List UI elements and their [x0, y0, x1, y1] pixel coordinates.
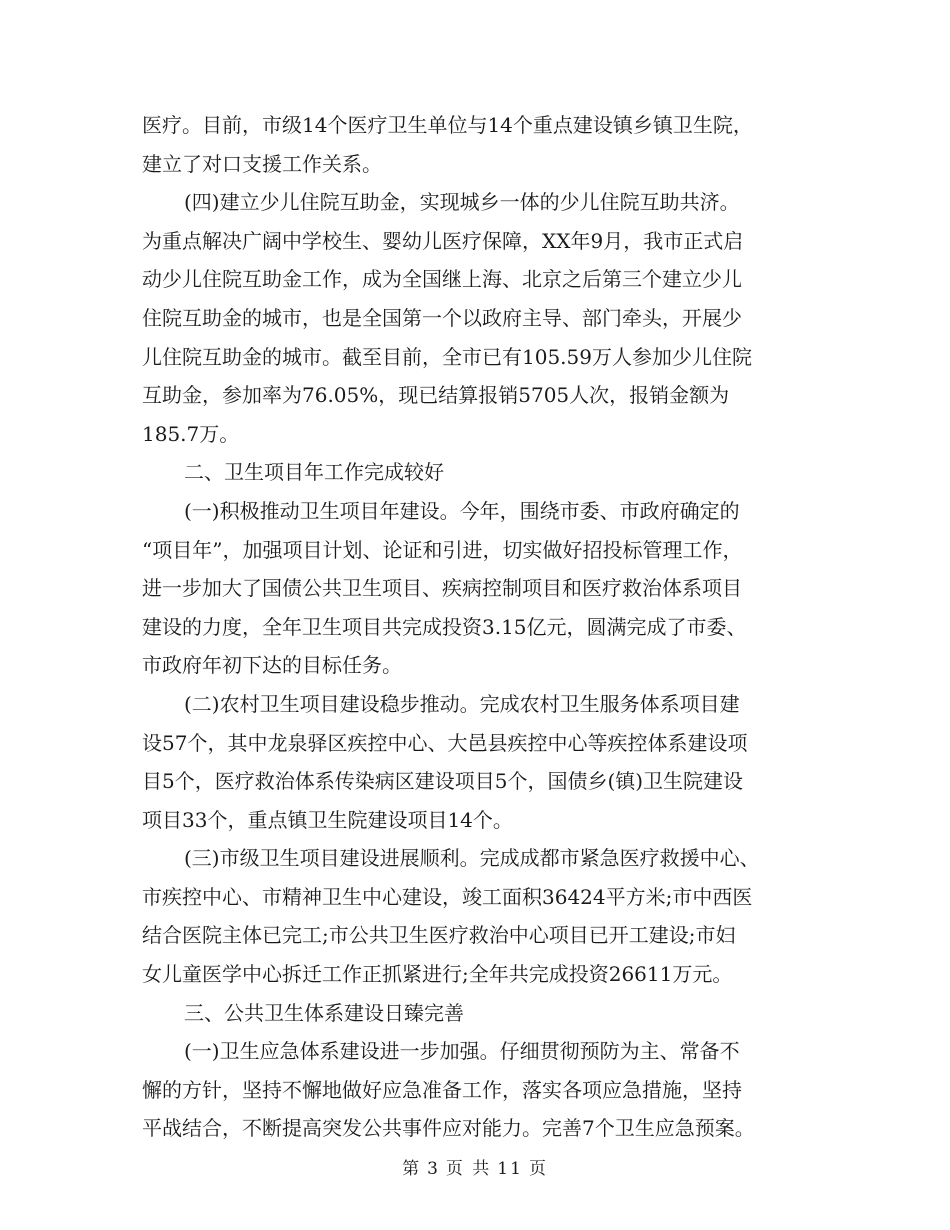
text-line: (四)建立少儿住院互助金，实现城乡一体的少儿住院互助共济。 — [184, 190, 740, 215]
page-footer — [0, 1154, 950, 1179]
text-line: 市政府年初下达的目标任务。 — [142, 653, 402, 678]
footer-suffix: 页 — [528, 1159, 548, 1179]
text-line: 结合医院主体已完工;市公共卫生医疗救治中心项目已开工建设;市妇 — [142, 923, 736, 948]
text-line: 建立了对口支援工作关系。 — [142, 151, 382, 176]
text-line: 儿住院互助金的城市。截至目前，全市已有105.59万人参加少儿住院 — [142, 344, 752, 369]
footer-middle: 页 共 — [445, 1159, 492, 1179]
text-line: 女儿童医学中心拆迁工作正抓紧进行;全年共完成投资26611万元。 — [142, 962, 733, 987]
text-line: (二)农村卫生项目建设稳步推动。完成农村卫生服务体系项目建 — [184, 691, 740, 716]
text-line: 懈的方针，坚持不懈地做好应急准备工作，落实各项应急措施，坚持 — [142, 1077, 742, 1102]
text-line: 互助金，参加率为76.05%，现已结算报销5705人次，报销金额为 — [142, 383, 730, 408]
text-line: 市疾控中心、市精神卫生中心建设，竣工面积36424平方米;市中西医 — [142, 884, 753, 909]
text-line: 医疗。目前，市级14个医疗卫生单位与14个重点建设镇乡镇卫生院， — [142, 113, 753, 137]
text-line: 项目33个，重点镇卫生院建设项目14个。 — [142, 807, 513, 832]
text-line: 动少儿住院互助金工作，成为全国继上海、北京之后第三个建立少儿 — [142, 267, 742, 292]
text-line: 为重点解决广阔中学校生、婴幼儿医疗保障，XX年9月，我市正式启 — [142, 228, 744, 253]
text-line: 目5个，医疗救治体系传染病区建设项目5个，国债乡(镇)卫生院建设 — [142, 769, 744, 794]
text-line: “项目年”，加强项目计划、论证和引进，切实做好招投标管理工作， — [142, 537, 743, 562]
text-line: (三)市级卫生项目建设进展顺利。完成成都市紧急医疗救援中心、 — [184, 846, 760, 871]
document-body — [142, 106, 812, 1148]
text-line: 平战结合，不断提高突发公共事件应对能力。完善7个卫生应急预案。 — [142, 1116, 755, 1141]
footer-page-number: 3 — [427, 1159, 440, 1179]
text-line: 二、卫生项目年工作完成较好 — [184, 460, 444, 485]
text-line: 185.7万。 — [142, 421, 240, 446]
footer-prefix: 第 — [402, 1159, 422, 1179]
text-line: (一)积极推动卫生项目年建设。今年，围绕市委、市政府确定的 — [184, 498, 740, 523]
text-line: 建设的力度，全年卫生项目共完成投资3.15亿元，圆满完成了市委、 — [142, 614, 747, 639]
text-line: 进一步加大了国债公共卫生项目、疾病控制项目和医疗救治体系项目 — [142, 576, 742, 601]
footer-total-pages: 11 — [497, 1159, 523, 1179]
text-line: 三、公共卫生体系建设日臻完善 — [184, 1000, 464, 1025]
text-line: 设57个，其中龙泉驿区疾控中心、大邑县疾控中心等疾控体系建设项 — [142, 730, 748, 755]
text-line: (一)卫生应急体系建设进一步加强。仔细贯彻预防为主、常备不 — [184, 1039, 740, 1064]
text-line: 住院互助金的城市，也是全国第一个以政府主导、部门牵头，开展少 — [142, 305, 742, 330]
